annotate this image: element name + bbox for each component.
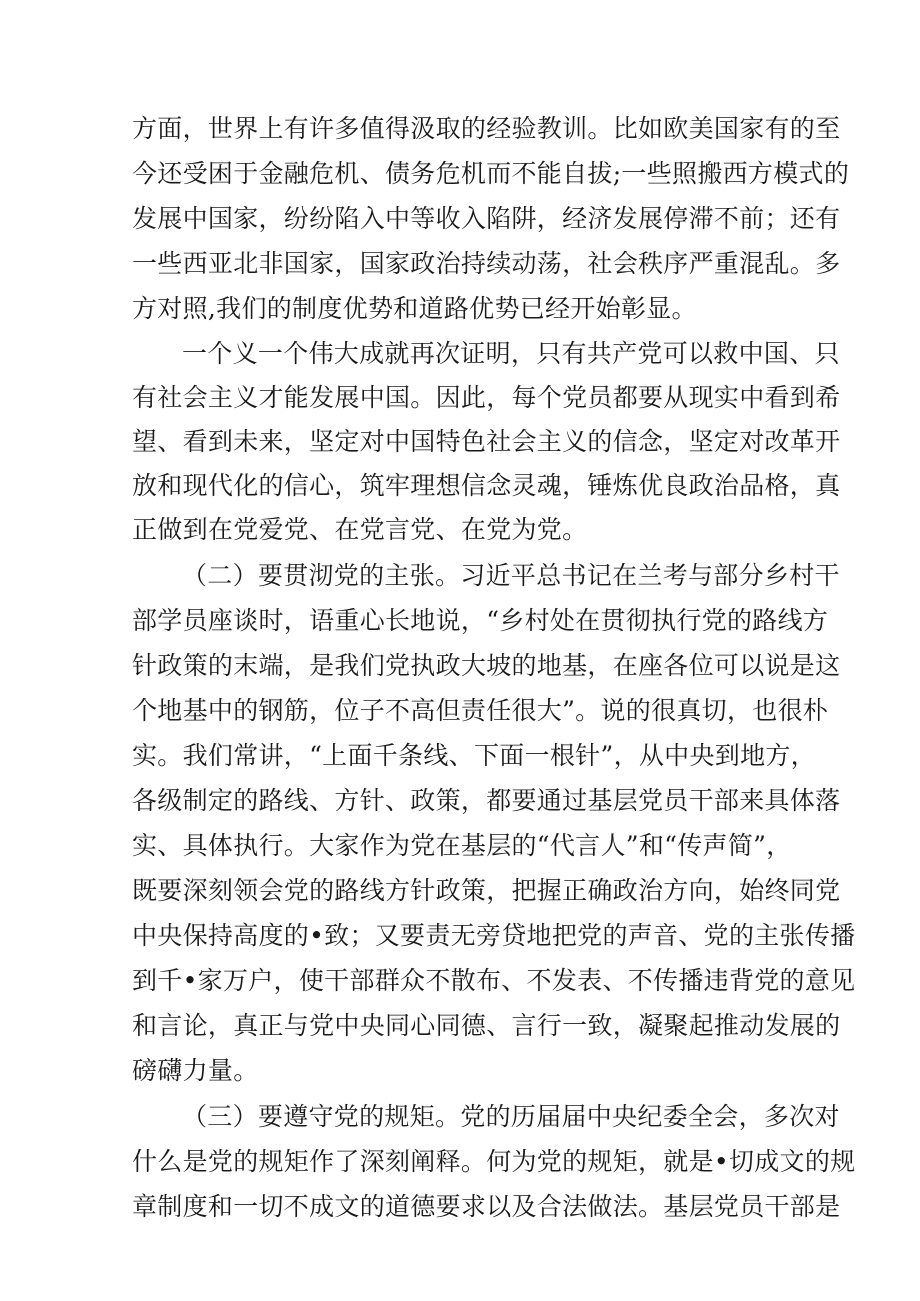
paragraph-4-line-2: 什么是党的规矩作了深刻阐释。何为党的规矩，就是•切成文的规 xyxy=(132,1147,856,1176)
paragraph-2-line-2: 有社会主义才能发展中国。因此，每个党员都要从现实中看到希 xyxy=(132,383,841,412)
paragraph-3-line-3: 针政策的末端，是我们党执政大坡的地基，在座各位可以说是这 xyxy=(132,651,841,680)
paragraph-3-line-12: 磅礴力量。 xyxy=(132,1056,259,1085)
paragraph-1-line-4: 一些西亚北非国家，国家政治持续动荡，社会秩序严重混乱。多 xyxy=(132,249,841,278)
paragraph-3-line-6: 各级制定的路线、方针、政策，都要通过基层党员干部来具体落 xyxy=(132,786,841,815)
paragraph-1-line-1: 方面，世界上有许多值得汲取的经验教训。比如欧美国家有的至 xyxy=(132,114,841,143)
paragraph-3-line-7: 实、具体执行。大家作为党在基层的“代言人”和“传声简”， xyxy=(132,831,792,860)
paragraph-3-line-5: 实。我们常讲，“上面千条线、下面一根针”，从中央到地方， xyxy=(132,741,816,770)
paragraph-3-line-1: （二）要贯沏党的主张。习近平总书记在兰考与部分乡村干 xyxy=(182,561,840,590)
paragraph-3-line-8: 既要深刻领会党的路线方针政策，把握正确政治方向，始终同党 xyxy=(132,876,841,905)
paragraph-1-line-2: 今还受困于金融危机、债务危机而不能自拔;一些照搬西方模式的 xyxy=(132,159,850,188)
paragraph-2-line-5: 正做到在党爱党、在党言党、在党为党。 xyxy=(132,515,588,544)
paragraph-2-line-3: 望、看到未来，坚定对中国特色社会主义的信念，坚定对改革开 xyxy=(132,427,841,456)
paragraph-2-line-1: 一个义一个伟大成就再次证明，只有共产党可以救中国、只 xyxy=(182,339,840,368)
paragraph-1-line-5: 方对照,我们的制度优势和道路优势已经开始彰显。 xyxy=(132,294,697,323)
paragraph-3-line-9: 中央保持高度的•致；又要责无旁贷地把党的声音、党的主张传播 xyxy=(132,921,856,950)
paragraph-4-line-1: （三）要遵守党的规矩。党的历届届中央纪委全会，多次对 xyxy=(182,1102,840,1131)
paragraph-2-line-4: 放和现代化的信心，筑牢理想信念灵魂，锤炼优良政治品格，真 xyxy=(132,471,841,500)
paragraph-3-line-2: 部学员座谈时，语重心长地说，“乡村处在贯彻执行党的路线方 xyxy=(132,606,829,635)
paragraph-3-line-4: 个地基中的钢筋，位子不高但责任很大”。说的很真切，也很朴 xyxy=(132,696,829,725)
paragraph-1-line-3: 发展中国家，纷纷陷入中等收入陷阱，经济发展停滞不前；还有 xyxy=(132,204,841,233)
paragraph-3-line-11: 和言论，真正与党中央同心同德、言行一致，凝聚起推动发展的 xyxy=(132,1011,841,1040)
paragraph-3-line-10: 到千•家万户，使干部群众不散布、不发表、不传播违背党的意见 xyxy=(132,966,856,995)
paragraph-4-line-3: 章制度和一切不成文的道德要求以及合法做法。基层党员干部是 xyxy=(132,1192,841,1221)
